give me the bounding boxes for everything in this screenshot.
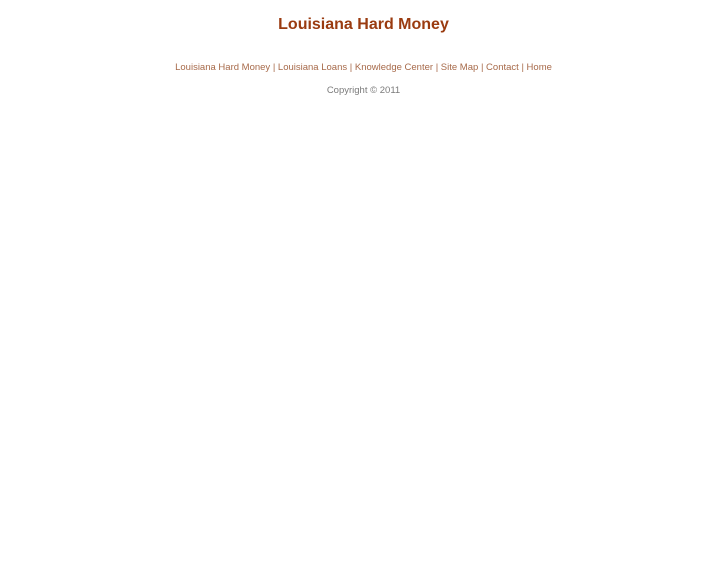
nav-link-louisiana-hard-money[interactable]: Louisiana Hard Money [175, 62, 271, 73]
page-title: Louisiana Hard Money [278, 16, 449, 33]
nav-link-knowledge-center[interactable]: Knowledge Center [354, 62, 434, 73]
nav-link-site-map[interactable]: Site Map [440, 62, 479, 73]
nav-link-contact[interactable]: Contact [486, 62, 519, 73]
nav-separator: | [435, 62, 439, 73]
nav-separator: | [480, 62, 484, 73]
copyright-text: Copyright © 2011 [326, 85, 401, 96]
nav-separator: | [272, 62, 276, 73]
nav-link-louisiana-loans[interactable]: Louisiana Loans [277, 62, 348, 73]
nav-link-home[interactable]: Home [526, 62, 552, 73]
top-nav [0, 62, 727, 73]
nav-separator: | [521, 62, 524, 73]
nav-separator: | [349, 62, 353, 73]
